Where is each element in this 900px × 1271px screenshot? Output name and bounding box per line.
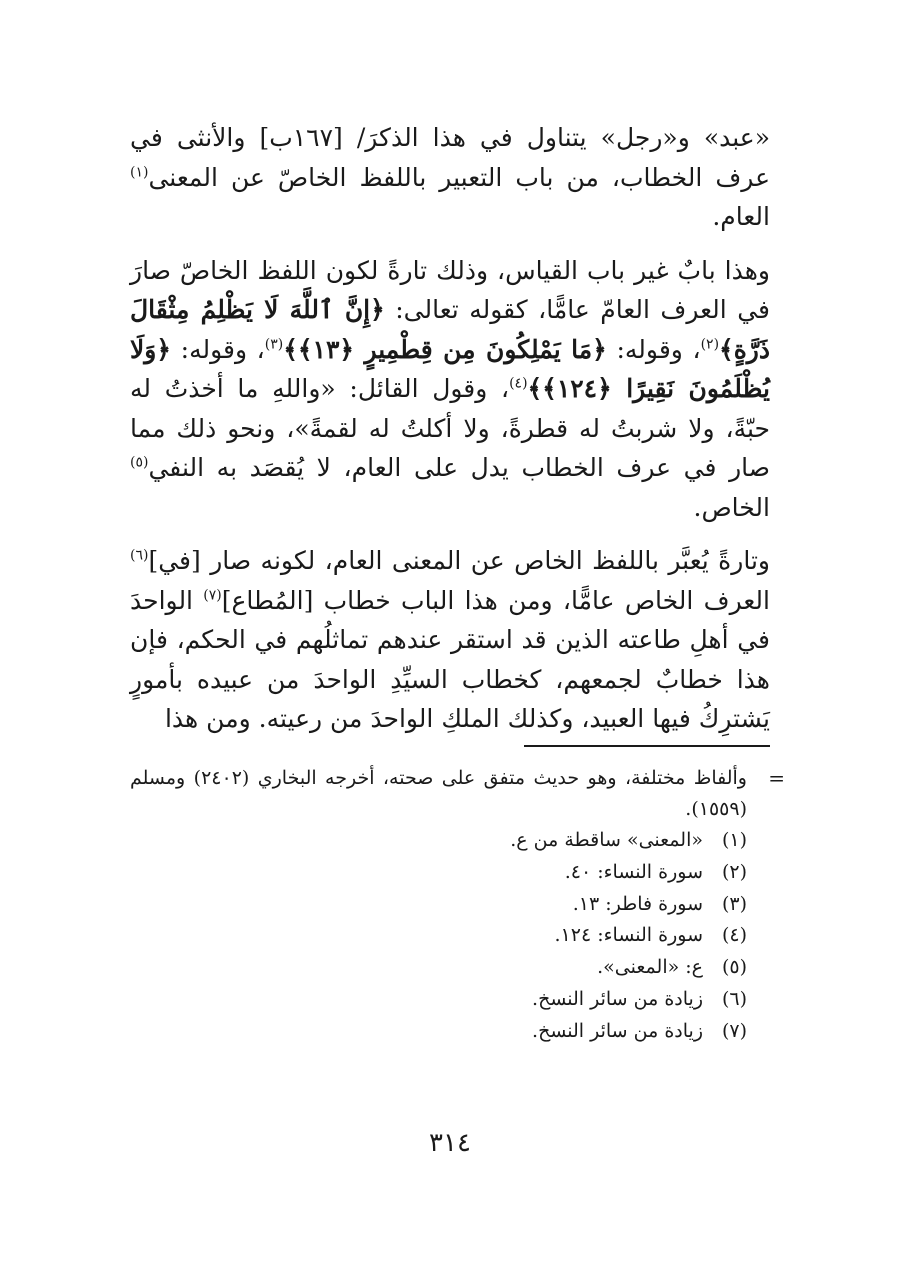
text-run: وتارةً يُعبَّر باللفظ الخاص عن المعنى العام، لكونه صار [في] xyxy=(148,546,770,575)
footnote-6 xyxy=(130,984,785,1016)
footnote-text: ع: «المعنى». xyxy=(597,956,703,979)
text-run: ، وقوله: xyxy=(606,334,701,364)
quran-verse-2: ﴿مَا يَمْلِكُونَ مِن قِطْمِيرٍ ﴿١٣﴾﴾ xyxy=(283,334,607,364)
text-run: الخاص. xyxy=(693,492,770,522)
footnote-text: سورة النساء: ١٢٤. xyxy=(554,924,703,947)
text-run: العرف الخاص عامًّا، ومن هذا الباب خطاب [المُطاع] xyxy=(221,585,770,615)
footnote-7 xyxy=(130,1016,785,1048)
text-run: «عبد» و«رجل» يتناول في هذا الذكرَ/ [١٦٧ب] والأنثى في عرف الخطاب، من باب التعبير باللفظ الخاصّ عن المعنى xyxy=(130,123,770,192)
footnote-ref-3[interactable]: (٣) xyxy=(264,336,284,353)
paragraph-2 xyxy=(130,251,770,528)
text-run: ، وقوله: xyxy=(170,334,265,364)
text-run: ، وقول القائل: «واللهِ ما أخذتُ له حبّةً، ولا شربتُ له قطرةً، ولا أكلتُ له لقمةً»، ونحو ذلك مما صار في عرف الخطاب يدل على العام، لا يُقصَد به النفي xyxy=(130,374,770,482)
footnote-2 xyxy=(130,857,785,889)
footnote-ref-4[interactable]: (٤) xyxy=(509,375,528,392)
footnote-1 xyxy=(130,825,785,857)
footnote-number: (٢) xyxy=(721,860,747,883)
footnote-ref-2[interactable]: (٢) xyxy=(700,336,720,353)
footnote-text: سورة فاطر: ١٣. xyxy=(572,892,703,915)
footnote-ref-5[interactable]: (٥) xyxy=(130,454,149,471)
footnote-number: (١) xyxy=(721,829,747,851)
footnote-number: (٤) xyxy=(721,924,747,947)
text-run: الواحدَ في أهلِ طاعته الذين قد استقر عندهم تماثلُهم في الحكم، فإن هذا خطابٌ لجمعهم، كخطاب السيِّدِ الواحدَ من عبيده بأمورٍ يَشترِكُ فيها العبيد، وكذلك الملكِ الواحدَ من رعيته. ومن هذا xyxy=(130,585,770,733)
text-run: وهذا بابٌ غير باب القياس، وذلك تارةً لكون اللفظ الخاصّ صارَ في العرف العامّ عامًّا، كقوله تعالى: xyxy=(130,255,770,324)
continuation-text: وألفاظ مختلفة، وهو حديث متفق على صحته، أخرجه البخاري (٢٤٠٢) ومسلم (١٥٥٩). xyxy=(130,767,747,820)
footnote-3 xyxy=(130,889,785,921)
footnote-continuation xyxy=(130,763,785,825)
footnote-text: زيادة من سائر النسخ. xyxy=(532,987,703,1010)
footnote-ref-1[interactable]: (١) xyxy=(130,164,149,181)
footnotes xyxy=(130,763,785,1048)
footnote-ref-6[interactable]: (٦) xyxy=(130,547,149,564)
footnote-text: «المعنى» ساقطة من ع. xyxy=(510,829,703,851)
quran-verse-3: ﴿وَلَا يُظْلَمُونَ نَقِيرًا ﴿١٢٤﴾﴾ xyxy=(130,334,770,403)
footnote-text: زيادة من سائر النسخ. xyxy=(532,1019,703,1042)
footnote-number: (٣) xyxy=(721,892,747,915)
continuation-mark: = xyxy=(768,766,785,790)
footnote-number: (٧) xyxy=(721,1019,747,1042)
page-number: ٣١٤ xyxy=(429,1128,471,1158)
paragraph-3 xyxy=(130,541,770,739)
footnote-separator xyxy=(524,745,770,747)
footnote-4 xyxy=(130,920,785,952)
text-run: العام. xyxy=(712,202,770,231)
footnote-5 xyxy=(130,952,785,984)
quran-verse-1: ﴿إِنَّ ٱللَّهَ لَا يَظْلِمُ مِثْقَالَ ذَرَّةٍ﴾ xyxy=(130,295,770,364)
footnote-number: (٥) xyxy=(721,956,747,979)
footnote-text: سورة النساء: ٤٠. xyxy=(564,860,703,883)
paragraph-1 xyxy=(130,118,770,237)
footnote-number: (٦) xyxy=(721,987,747,1010)
footnote-ref-7[interactable]: (٧) xyxy=(203,587,222,604)
main-text xyxy=(130,118,770,753)
